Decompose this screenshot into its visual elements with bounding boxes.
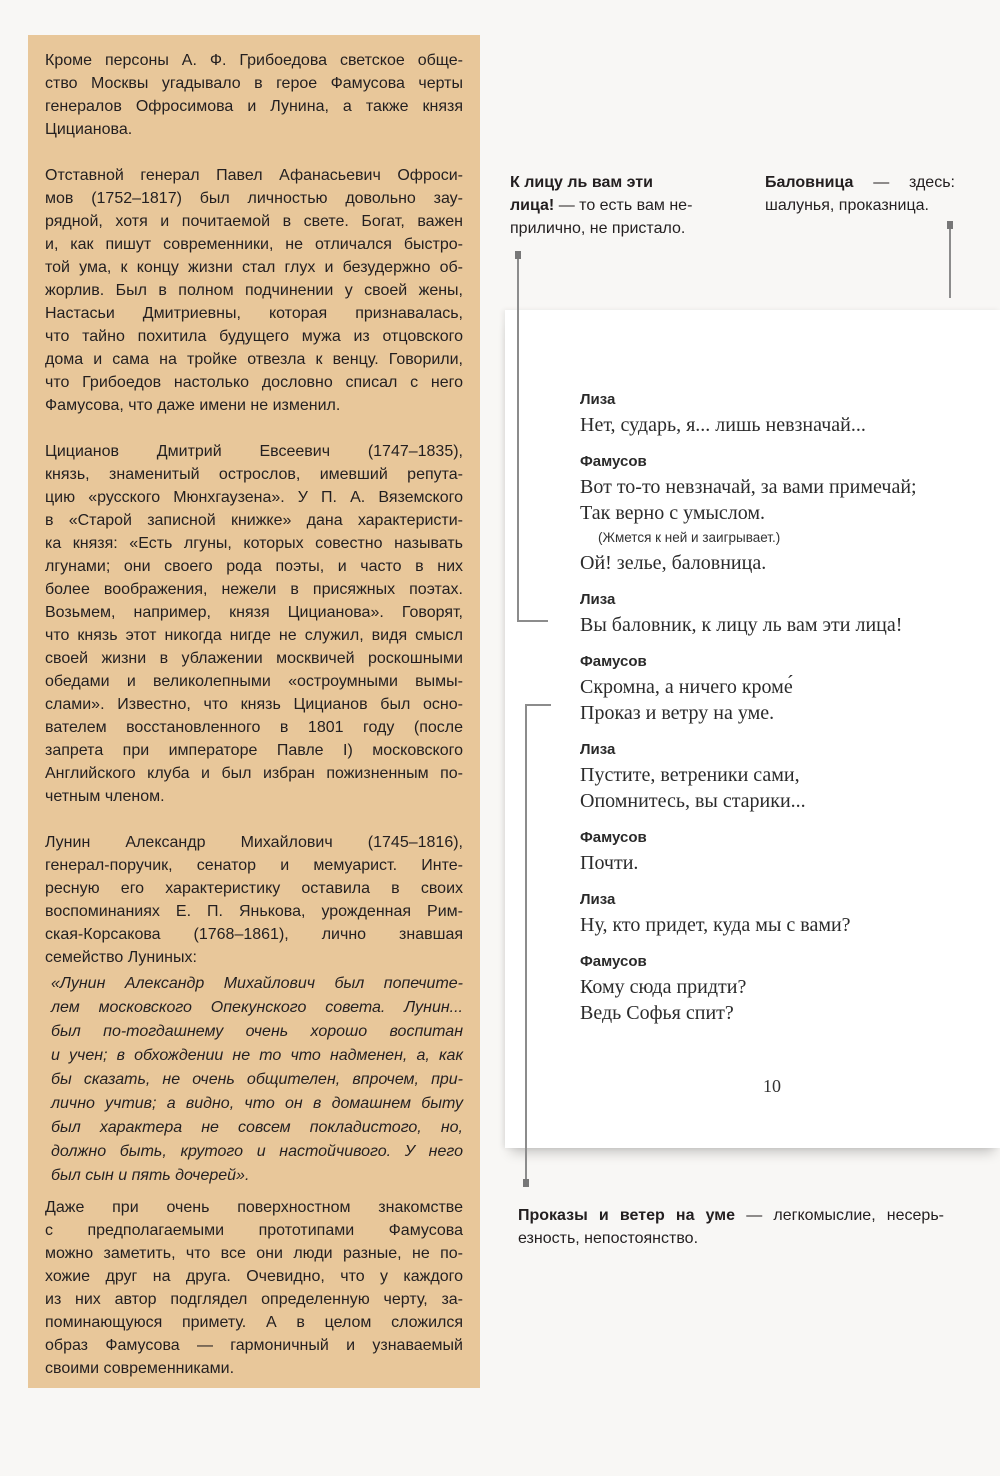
- text-line: генерал-поручик, сенатор и мемуарист. Инте-: [45, 857, 463, 874]
- text-line: жорлив. Был в полном подчинении у своей жены,: [45, 282, 463, 299]
- verse-line: Нет, сударь, я... лишь невзначай...: [580, 414, 866, 436]
- speaker-name: Лиза: [580, 891, 616, 908]
- text-line: с предполагаемыми прототипами Фамусова: [45, 1222, 463, 1239]
- text-line: и, как пишут современники, не отличался быстро-: [45, 236, 463, 253]
- text-line: запрета при императоре Павле I) московского: [45, 742, 463, 759]
- verse-line: Пустите, ветреники сами,: [580, 764, 800, 786]
- speaker-name: Фамусов: [580, 453, 647, 470]
- text-line: Отставной генерал Павел Афанасьевич Офроси-: [45, 167, 463, 184]
- dialogue: [580, 388, 995, 1026]
- verse-line: Кому сюда придти?: [580, 976, 747, 998]
- verse-line: Вы баловник, к лицу ль вам эти лица!: [580, 614, 903, 636]
- text-line: Кроме персоны А. Ф. Грибоедова светское обще-: [45, 52, 463, 69]
- text-line: Цицианова.: [45, 121, 133, 138]
- gloss-definition: прилично, не пристало.: [510, 220, 686, 237]
- gloss-line: [510, 194, 715, 217]
- gloss-definition: езность, непостоянство.: [518, 1230, 699, 1247]
- gloss-line: [510, 171, 715, 194]
- stage-direction: (Жмется к ней и заигрывает.): [598, 530, 781, 545]
- speaker-name: Фамусов: [580, 653, 647, 670]
- text-line: был сын и пять дочерей».: [51, 1167, 250, 1184]
- text-line: что Грибоедов настолько дословно списал с него: [45, 374, 463, 391]
- text-line: ство Москвы угадывало в герое Фамусова черты: [45, 75, 463, 92]
- gloss-term: Баловница: [765, 174, 854, 191]
- connector-line: [525, 704, 527, 1182]
- connector-end-marker: [947, 221, 953, 229]
- connector-line: [525, 704, 551, 706]
- gloss-term: Проказы и ветер на уме: [518, 1207, 736, 1224]
- speaker-name: Фамусов: [580, 829, 647, 846]
- text-line: более воображения, нежели в присяжных поэтах.: [45, 581, 463, 598]
- text-line: Лунин Александр Михайлович (1745–1816),: [45, 834, 463, 851]
- text-line: Даже при очень поверхностном знакомстве: [45, 1199, 463, 1216]
- page-number: 10: [763, 1076, 781, 1096]
- text-line: обедами и великолепными «остроумными вымы-: [45, 673, 463, 690]
- verse-line: Ой! зелье, баловница.: [580, 552, 767, 574]
- verse-line: Проказ и ветру на уме.: [580, 702, 775, 724]
- text-line: в «Старой записной книжке» дана характеристи-: [45, 512, 463, 529]
- text-line: Цицианов Дмитрий Евсеевич (1747–1835),: [45, 443, 463, 460]
- paragraph-lunin: [45, 831, 463, 969]
- text-line: что князь этот никогда нигде не служил, видя смысл: [45, 627, 463, 644]
- gloss-prokazy: [518, 1204, 944, 1250]
- verse-line: Ну, кто придет, куда мы с вами?: [580, 914, 851, 936]
- connector-line: [517, 256, 519, 621]
- verse-line: Опомнитесь, вы старики...: [580, 790, 806, 812]
- text-line: князь, знаменитый острослов, имевший репута-: [45, 466, 463, 483]
- text-line: воспоминаниях Е. П. Янькова, урожденная Рим-: [45, 903, 463, 920]
- text-line: и учен; в обхождении не то что надменен, а, как: [51, 1047, 463, 1064]
- gloss-line: [765, 171, 955, 194]
- text-line: из них автор подглядел определенную черту, за-: [45, 1291, 463, 1308]
- gloss-line: [518, 1204, 944, 1227]
- text-line: можно заметить, что все они люди разные, не по-: [45, 1245, 463, 1262]
- text-line: должно быть, крутого и настойчивого. У него: [51, 1143, 463, 1160]
- verse-line: Так верно с умыслом.: [580, 502, 766, 524]
- verse-line: Почти.: [580, 852, 639, 874]
- verse-line: Ведь Софья спит?: [580, 1002, 734, 1024]
- text-line: рядной, хотя и почитаемой в свете. Богат, важен: [45, 213, 463, 230]
- paragraph-ofrosimov: [45, 164, 463, 417]
- dialogue-cue: [580, 450, 995, 576]
- dialogue-cue: [580, 826, 995, 876]
- paragraph-tsitsianov: [45, 440, 463, 808]
- gloss-definition: — легкомыслие, несерь-: [746, 1207, 944, 1224]
- paragraph-intro: [45, 49, 463, 141]
- dialogue-cue: [580, 588, 995, 638]
- gloss-definition: шалунья, проказница.: [765, 197, 929, 214]
- text-line: что тайно похитила будущего мужа из отцовского: [45, 328, 463, 345]
- text-line: цию «русского Мюнхгаузена». У П. А. Вяземского: [45, 489, 463, 506]
- text-line: мов (1752–1817) был личностью довольно зау-: [45, 190, 463, 207]
- gloss-term: К лицу ль вам эти: [510, 174, 653, 191]
- commentary-box: [28, 35, 480, 1388]
- paragraph-lunin-quote: [45, 972, 463, 1188]
- text-line: ресную его характеристику оставила в своих: [45, 880, 463, 897]
- speaker-name: Лиза: [580, 741, 616, 758]
- text-line: генералов Офросимова и Лунина, а также князя: [45, 98, 463, 115]
- text-line: Английского клуба и был избран пожизненным по-: [45, 765, 463, 782]
- connector-end-marker: [515, 251, 521, 259]
- text-line: лично учтив; а видно, что он в домашнем быту: [51, 1095, 463, 1112]
- connector-line: [517, 620, 548, 622]
- play-page: [505, 310, 1000, 1148]
- dialogue-cue: [580, 650, 995, 726]
- dialogue-cue: [580, 738, 995, 814]
- verse-line: Вот то-то невзначай, за вами примечай;: [580, 476, 917, 498]
- text-line: был характера не совсем покладистого, но,: [51, 1119, 463, 1136]
- text-line: своей жизни в ублажении москвичей роскошными: [45, 650, 463, 667]
- connector-line: [949, 226, 951, 298]
- text-line: Фамусова, что даже имени не изменил.: [45, 397, 341, 414]
- text-line: Настасьи Дмитриевны, которая признавалась,: [45, 305, 463, 322]
- text-line: поминающуюся примету. А в целом сложился: [45, 1314, 463, 1331]
- dialogue-cue: [580, 950, 995, 1026]
- speaker-name: Лиза: [580, 591, 616, 608]
- gloss-balovnitsa: [765, 171, 955, 217]
- text-line: лгунами; они своего рода поэты, и часто в них: [45, 558, 463, 575]
- speaker-name: Фамусов: [580, 953, 647, 970]
- gloss-line: [518, 1227, 944, 1250]
- text-line: Возьмем, например, князя Цицианова». Говорят,: [45, 604, 463, 621]
- text-line: четным членом.: [45, 788, 165, 805]
- gloss-k-litsu: [510, 171, 715, 240]
- text-line: дома и сама на тройке отвезла к венцу. Говорили,: [45, 351, 463, 368]
- verse-line: Скромна, а ничего кроме́: [580, 676, 793, 698]
- text-line: хожие друг на друга. Очевидно, что у каждого: [45, 1268, 463, 1285]
- dialogue-cue: [580, 888, 995, 938]
- gloss-definition: — то есть вам не-: [558, 197, 693, 214]
- gloss-line: [765, 194, 955, 217]
- gloss-line: [510, 217, 715, 240]
- text-line: образ Фамусова — гармоничный и узнаваемый: [45, 1337, 463, 1354]
- gloss-definition: — здесь:: [873, 174, 955, 191]
- text-line: ская-Корсакова (1768–1861), лично знавшая: [45, 926, 463, 943]
- text-line: вателем восстановленного в 1801 году (после: [45, 719, 463, 736]
- text-line: «Лунин Александр Михайлович был попечите-: [51, 975, 463, 992]
- speaker-name: Лиза: [580, 391, 616, 408]
- text-line: слами». Известно, что князь Цицианов был осно-: [45, 696, 463, 713]
- connector-end-marker: [523, 1179, 529, 1187]
- paragraph-conclusion: [45, 1196, 463, 1380]
- text-line: бы сказать, не очень общителен, впрочем, при-: [51, 1071, 463, 1088]
- text-line: был по-тогдашнему очень хорошо воспитан: [51, 1023, 463, 1040]
- text-line: ка князя: «Есть лгуны, которых совестно называть: [45, 535, 463, 552]
- text-line: своими современниками.: [45, 1360, 235, 1377]
- text-line: семейство Луниных:: [45, 949, 197, 966]
- dialogue-cue: [580, 388, 995, 438]
- text-line: лем московского Опекунского совета. Лунин...: [51, 999, 463, 1016]
- gloss-term: лица!: [510, 197, 555, 214]
- text-line: той ума, к концу жизни стал глух и безудержно об-: [45, 259, 463, 276]
